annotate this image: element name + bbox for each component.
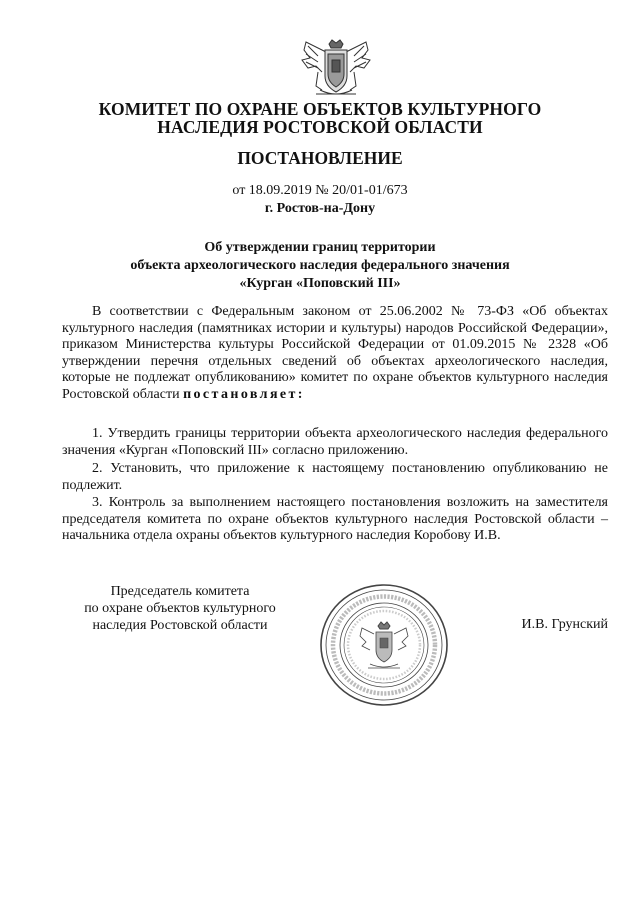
signatory-title [50,583,310,634]
preamble-paragraph [62,304,608,404]
signatory-title-line3: наследия Ростовской области [92,618,268,633]
subject-line1: Об утверждении границ территории [204,240,436,255]
subject-line2: объекта археологического наследия федерального значения [130,258,510,273]
item-2-paragraph: 2. Установить, что приложение к настоящему постановлению опубликованию не подлежит. [62,461,608,493]
organization-name-line1: КОМИТЕТ ПО ОХРАНЕ ОБЪЕКТОВ КУЛЬТУРНОГО [98,99,542,119]
item-3-paragraph: 3. Контроль за выполнением настоящего постановления возложить на заместителя председателя комитета по охране объектов культурного наследия Ростовской области – начальника отдела охраны объектов культурного наследия Коробову И.В. [62,495,608,544]
signatory-title-line1: Председатель комитета [110,584,250,599]
document-type: ПОСТАНОВЛЕНИЕ [237,148,403,168]
resolves-word: постановляет: [183,386,305,402]
item-1-paragraph: 1. Утвердить границы территории объекта археологического наследия федерального значения «Курган «Поповский III» согласно приложению. [62,426,608,458]
document-city: г. Ростов-на-Дону [264,201,376,216]
official-seal-icon [318,582,450,708]
signatory-name: И.В. Грунский [521,617,608,632]
subject-line3: «Курган «Поповский III» [239,276,401,291]
preamble-text: В соответствии с Федеральным законом от 25.06.2002 № 73-ФЗ «Об объектах культурного наследия (памятниках истории и культуры) народов Российской Федерации», приказом Министерства культуры Российской Федерации от 01.09.2015 № 2328 «Об утверждении перечня отдельных сведений об объектах археологического наследия, которые не подлежат опубликованию» комитет по охране объектов культурного наследия Ростовской области [62,304,608,402]
document-subject [60,239,580,293]
document-date-number: от 18.09.2019 № 20/01-01/673 [232,183,408,198]
organization-name-line2: НАСЛЕДИЯ РОСТОВСКОЙ ОБЛАСТИ [157,117,483,137]
coat-of-arms-icon [296,38,376,100]
signatory-title-line2: по охране объектов культурного [84,601,276,616]
